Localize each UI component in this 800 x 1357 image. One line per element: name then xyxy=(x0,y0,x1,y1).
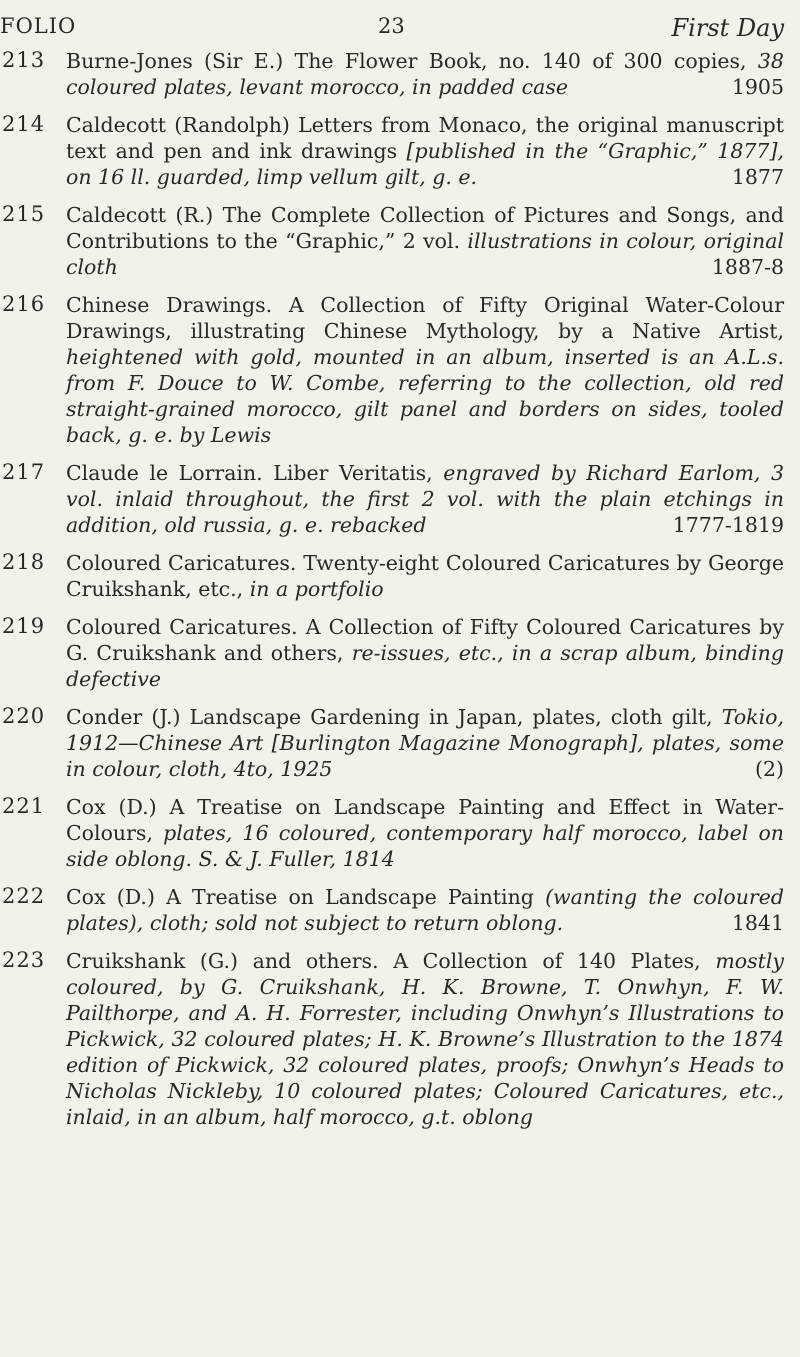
lot-title: Claude le Lorrain. Liber Veritatis, xyxy=(66,461,433,485)
lot-text xyxy=(66,614,784,692)
lot-number: 220 xyxy=(2,704,46,728)
lot-detail: Tokio, 1912—Chinese Art [Burlington Magazine Monograph], plates, some in colour, cloth, 4to, 1925 xyxy=(66,705,784,781)
lot-text xyxy=(66,884,784,936)
lot-detail: in a portfolio xyxy=(249,577,384,601)
lot-detail: illustrations in colour, original cloth xyxy=(66,229,784,279)
running-head-left: FOLIO xyxy=(0,14,77,38)
lot-entry xyxy=(0,948,800,1130)
lot-number: 213 xyxy=(2,48,46,72)
lot-entry xyxy=(0,292,800,448)
lot-entry xyxy=(0,794,800,872)
lot-detail: 38 coloured plates, levant morocco, in padded case xyxy=(66,49,784,99)
lot-detail: (wanting the coloured plates), cloth; sold not subject to return oblong. xyxy=(66,885,784,935)
lot-text xyxy=(66,794,784,872)
lot-date: 1887-8 xyxy=(711,255,784,279)
page-number: 23 xyxy=(378,14,405,38)
lot-text xyxy=(66,292,784,448)
lot-title: Caldecott (R.) The Complete Collection of Pictures and Songs, and Contributions to the “Graphic,” 2 vol. xyxy=(66,203,784,253)
lot-entry xyxy=(0,704,800,782)
lot-date: 1905 xyxy=(731,75,784,99)
lot-number: 219 xyxy=(2,614,46,638)
lot-detail: mostly coloured, by G. Cruikshank, H. K. Browne, T. Onwhyn, F. W. Pailthorpe, and A. H. Forrester, including Onwhyn’s Illustrations to Pickwick, 32 coloured plates; H. K. Browne’s Illustration to the 1874 edition of Pickwick, 32 coloured plates, proofs; Onwhyn’s Heads to Nicholas Nickleby, 10 coloured plates; Coloured Caricatures, etc., inlaid, in an album, half morocco, g.t. oblong xyxy=(66,949,784,1129)
lot-title: Cruikshank (G.) and others. A Collection of 140 Plates, xyxy=(66,949,701,973)
lot-text xyxy=(66,460,784,538)
lot-text xyxy=(66,550,784,602)
lot-text xyxy=(66,112,784,190)
lot-title: Cox (D.) A Treatise on Landscape Painting and Effect in Water-Colours, xyxy=(66,795,784,845)
lot-title: Cox (D.) A Treatise on Landscape Painting xyxy=(66,885,534,909)
lot-number: 223 xyxy=(2,948,46,972)
lot-date: 1841 xyxy=(731,911,784,935)
lot-entry xyxy=(0,202,800,280)
lot-detail: engraved by Richard Earlom, 3 vol. inlaid throughout, the first 2 vol. with the plain etchings in addition, old russia, g. e. rebacked xyxy=(66,461,784,537)
lot-entry xyxy=(0,112,800,190)
lot-title: Conder (J.) Landscape Gardening in Japan, plates, cloth gilt, xyxy=(66,705,713,729)
lot-title: Burne-Jones (Sir E.) The Flower Book, no. 140 of 300 copies, xyxy=(66,49,747,73)
lot-text xyxy=(66,704,784,782)
lot-entry xyxy=(0,48,800,100)
lot-date: (2) xyxy=(754,757,784,781)
lot-entry xyxy=(0,614,800,692)
lot-title: Coloured Caricatures. Twenty-eight Coloured Caricatures by George Cruikshank, etc., xyxy=(66,551,784,601)
lot-entry xyxy=(0,884,800,936)
lot-date: 1777-1819 xyxy=(672,513,784,537)
lot-title: Chinese Drawings. A Collection of Fifty Original Water-Colour Drawings, illustrating Chinese Mythology, by a Native Artist, xyxy=(66,293,784,343)
lot-number: 215 xyxy=(2,202,46,226)
lot-date: 1877 xyxy=(731,165,784,189)
lot-detail: re-issues, etc., in a scrap album, binding defective xyxy=(66,641,784,691)
lot-text xyxy=(66,948,784,1130)
lot-number: 216 xyxy=(2,292,46,316)
lot-detail: heightened with gold, mounted in an album, inserted is an A.L.s. from F. Douce to W. Combe, referring to the collection, old red straight-grained morocco, gilt panel and borders on sides, tooled back, g. e. by Lewis xyxy=(66,345,784,447)
lot-detail: [published in the “Graphic,” 1877], on 16 ll. guarded, limp vellum gilt, g. e. xyxy=(66,139,784,189)
running-head-right: First Day xyxy=(671,14,784,42)
lot-number: 222 xyxy=(2,884,46,908)
lot-detail: plates, 16 coloured, contemporary half morocco, label on side oblong. S. & J. Fuller, 1814 xyxy=(66,821,784,871)
lot-number: 221 xyxy=(2,794,46,818)
lot-number: 214 xyxy=(2,112,46,136)
lot-title: Coloured Caricatures. A Collection of Fifty Coloured Caricatures by G. Cruikshank and others, xyxy=(66,615,784,665)
lot-text xyxy=(66,48,784,100)
lot-title: Caldecott (Randolph) Letters from Monaco, the original manuscript text and pen and ink drawings xyxy=(66,113,784,163)
lot-number: 217 xyxy=(2,460,46,484)
lot-list xyxy=(0,48,800,1140)
lot-entry xyxy=(0,550,800,602)
lot-number: 218 xyxy=(2,550,46,574)
lot-text xyxy=(66,202,784,280)
lot-entry xyxy=(0,460,800,538)
